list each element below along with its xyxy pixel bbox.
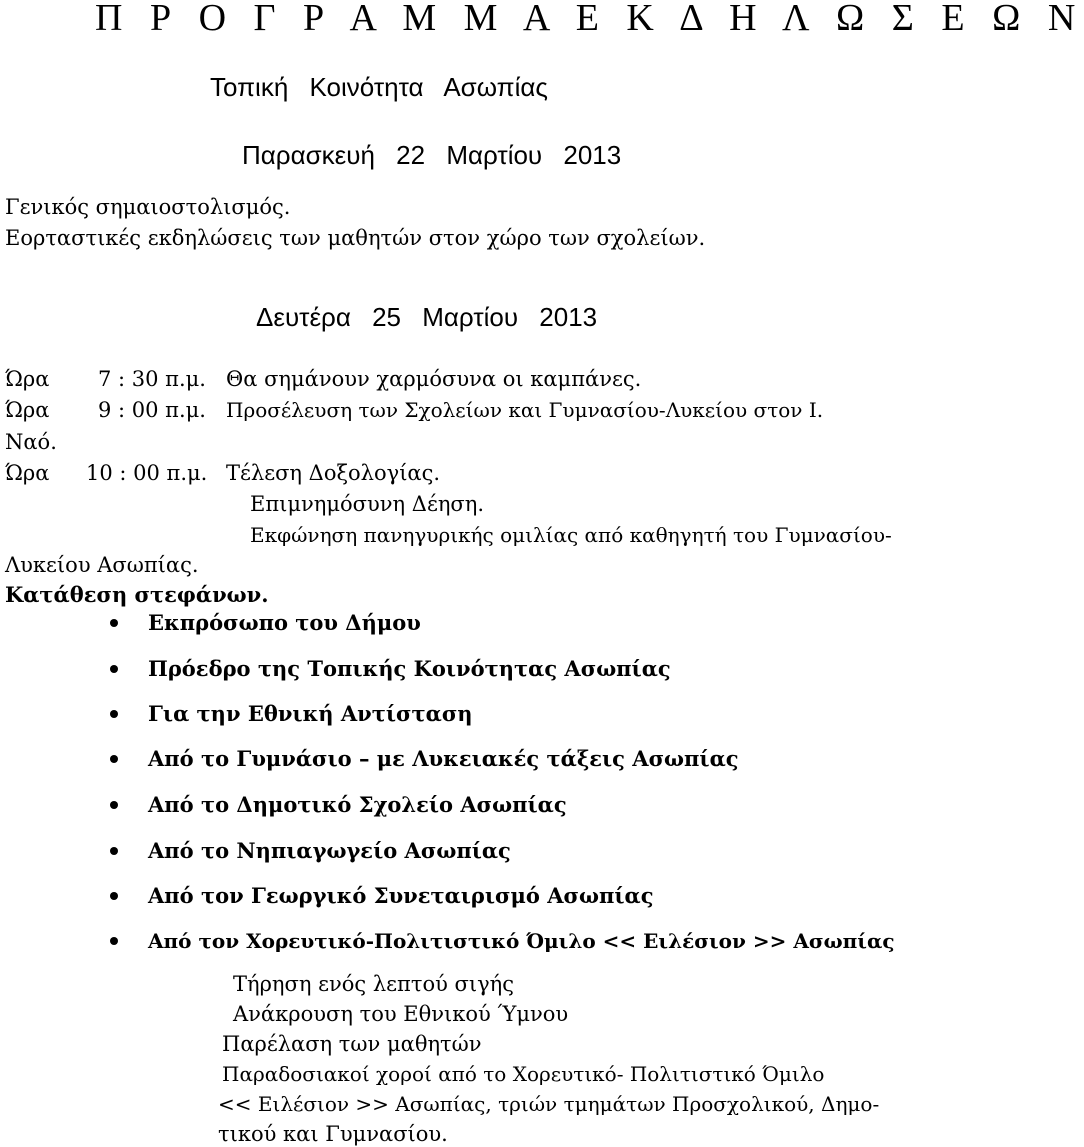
- friday-line-2: Εορταστικές εκδηλώσεις των μαθητών στον χώρο των σχολείων.: [5, 226, 706, 250]
- friday-date-heading: Παρασκευή 22 Μαρτίου 2013: [242, 140, 622, 170]
- wreath-item: Από το Γυμνάσιο – με Λυκειακές τάξεις Ασωπίας: [110, 746, 739, 771]
- schedule-row-4-time: 10 : 00 π.μ.: [86, 461, 208, 485]
- closing-line-3: Παρέλαση των μαθητών: [222, 1032, 482, 1056]
- wreath-item: Για την Εθνική Αντίσταση: [110, 701, 473, 726]
- monday-date-heading: Δευτέρα 25 Μαρτίου 2013: [256, 302, 598, 332]
- memorial-prayer-line: Επιμνημόσυνη Δέηση.: [250, 492, 484, 516]
- wreath-heading: Κατάθεση στεφάνων.: [5, 582, 269, 607]
- closing-line-1: Τήρηση ενός λεπτού σιγής: [233, 972, 514, 996]
- bullet-icon: [110, 847, 118, 855]
- wreath-item: Από τον Χορευτικό-Πολιτιστικό Όμιλο << Ειλέσιον >> Ασωπίας: [110, 929, 895, 953]
- wreath-item: Από το Δημοτικό Σχολείο Ασωπίας: [110, 792, 567, 817]
- bullet-icon: [110, 755, 118, 763]
- friday-line-1: Γενικός σημαιοστολισμός.: [5, 195, 291, 219]
- bullet-icon: [110, 801, 118, 809]
- closing-line-2: Ανάκρουση του Εθνικού Ύμνου: [233, 1002, 569, 1026]
- bullet-icon: [110, 710, 118, 718]
- closing-line-6: τικού και Γυμνασίου.: [218, 1122, 448, 1146]
- wreath-item: Πρόεδρο της Τοπικής Κοινότητας Ασωπίας: [110, 656, 671, 681]
- document-title: Π Ρ Ο Γ Ρ Α Μ Μ Α Ε Κ Δ Η Λ Ω Σ Ε Ω Ν: [95, 0, 1084, 39]
- closing-line-4: Παραδοσιακοί χοροί από το Χορευτικό- Πολιτιστικό Όμιλο: [222, 1062, 825, 1086]
- bullet-icon: [110, 937, 118, 945]
- schedule-row-4-label: Ώρα: [5, 461, 50, 485]
- schedule-row-1-label: Ώρα: [5, 367, 50, 391]
- schedule-row-2-time: 9 : 00 π.μ.: [98, 398, 206, 422]
- schedule-row-2-label: Ώρα: [5, 398, 50, 422]
- schedule-row-2-text: Προσέλευση των Σχολείων και Γυμνασίου-Λυκείου στον Ι.: [226, 398, 824, 422]
- speech-line-continued: Λυκείου Ασωπίας.: [5, 553, 199, 577]
- wreath-item: Από τον Γεωργικό Συνεταιρισμό Ασωπίας: [110, 883, 653, 908]
- speech-line: Εκφώνηση πανηγυρικής ομιλίας από καθηγητή του Γυμνασίου-: [250, 523, 892, 547]
- wreath-item: Από το Νηπιαγωγείο Ασωπίας: [110, 838, 511, 863]
- schedule-row-3-label: Ναό.: [5, 430, 57, 454]
- closing-line-5: << Ειλέσιον >> Ασωπίας, τριών τμημάτων Προσχολικού, Δημο-: [218, 1092, 880, 1116]
- schedule-row-4-text: Τέλεση Δοξολογίας.: [226, 461, 441, 485]
- bullet-icon: [110, 665, 118, 673]
- schedule-row-1-text: Θα σημάνουν χαρμόσυνα οι καμπάνες.: [226, 367, 642, 391]
- bullet-icon: [110, 619, 118, 627]
- schedule-row-1-time: 7 : 30 π.μ.: [98, 367, 206, 391]
- wreath-item: Εκπρόσωπο του Δήμου: [110, 610, 421, 635]
- community-name: Τοπική Κοινότητα Ασωπίας: [210, 72, 548, 102]
- bullet-icon: [110, 892, 118, 900]
